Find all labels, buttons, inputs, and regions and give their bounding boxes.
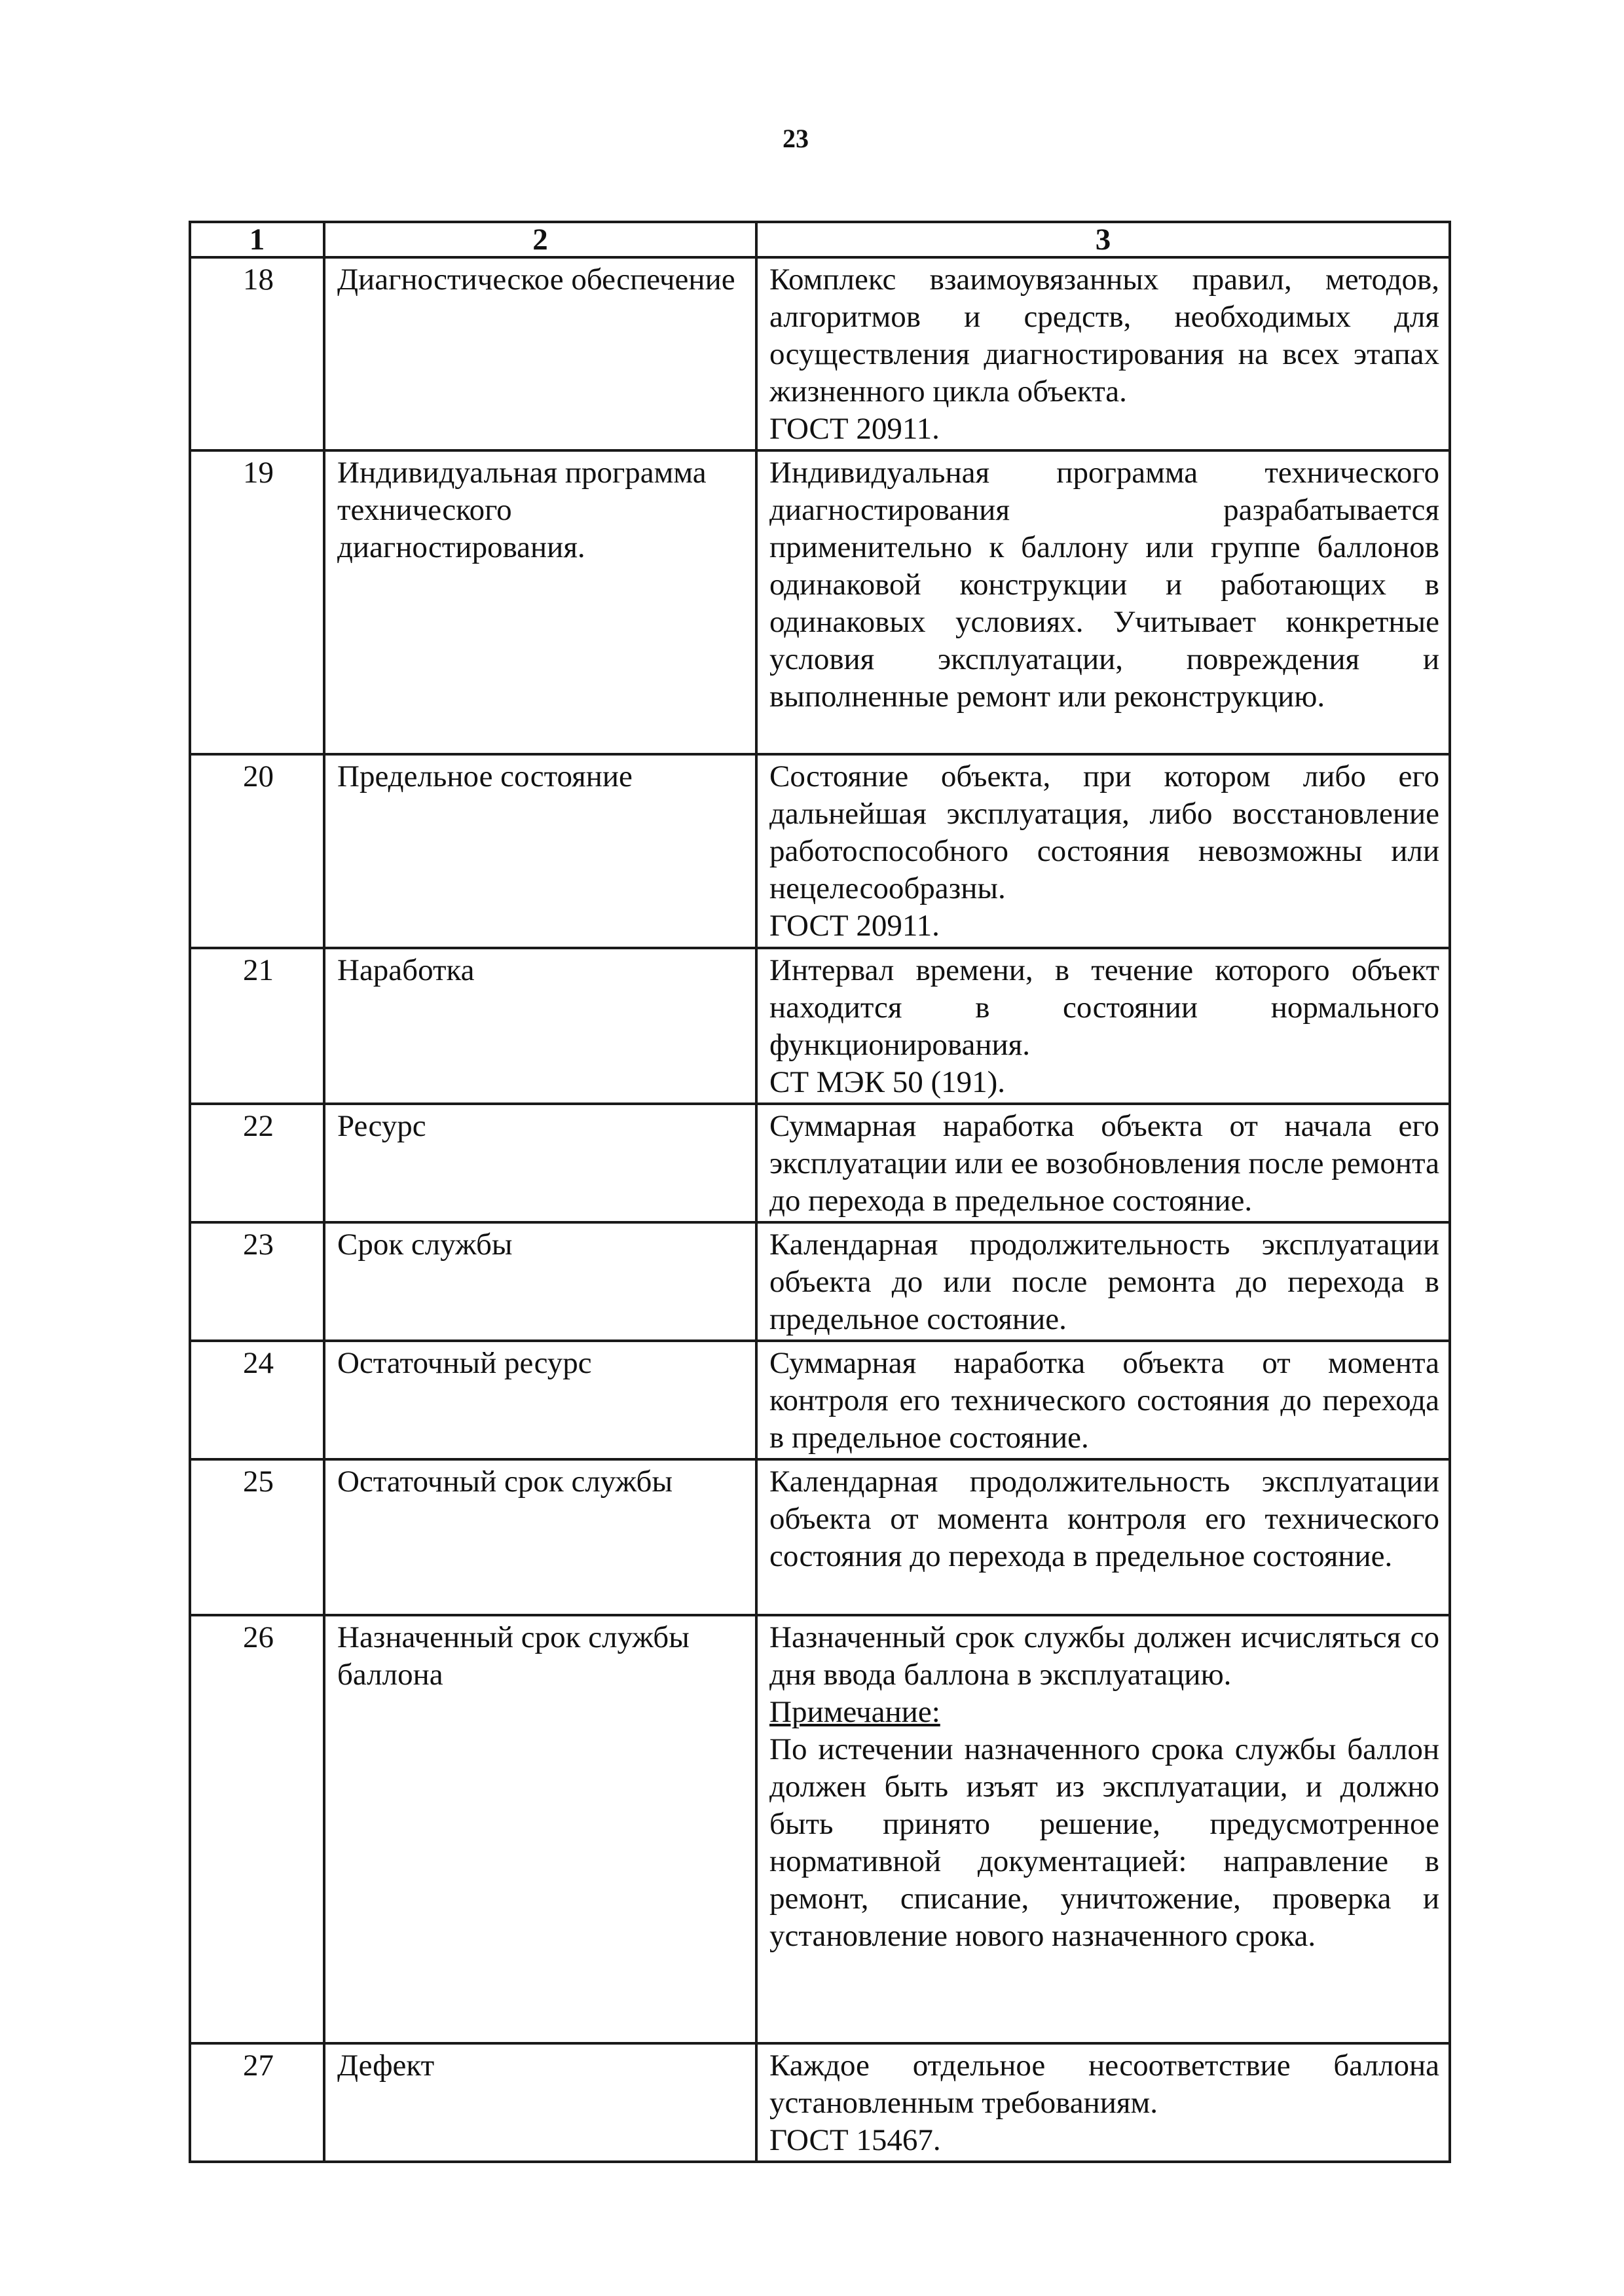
- row-definition: Комплекс взаимоувязанных правил, методов, алгоритмов и средств, необходимых для осуществления диагностирования на всех этапах жизненного цикла объекта.: [769, 263, 1439, 409]
- row-term: Срок службы: [324, 1222, 756, 1341]
- row-term: Назначенный срок службы баллона: [324, 1615, 756, 2043]
- row-definition-cell: [756, 1341, 1450, 1459]
- row-definition: Календарная продолжительность эксплуатации объекта от момента контроля его технического состояния до перехода в предельное состояние.: [769, 1465, 1439, 1573]
- row-note: По истечении назначенного срока службы баллон должен быть изъят из эксплуатации, и должно быть принято решение, предусмотренное нормативной документацией: направление в ремонт, списание, уничтожение, проверка и установление нового назначенного срока.: [769, 1732, 1439, 1953]
- row-number: 19: [190, 450, 324, 754]
- row-term: Индивидуальная программа технического диагностирования.: [324, 450, 756, 754]
- row-number: 27: [190, 2043, 324, 2162]
- row-definition: Календарная продолжительность эксплуатации объекта до или после ремонта до перехода в предельное состояние.: [769, 1228, 1439, 1336]
- table-row: [190, 754, 1450, 948]
- row-definition-cell: [756, 754, 1450, 948]
- row-number: 20: [190, 754, 324, 948]
- row-source: ГОСТ 20911.: [769, 412, 940, 446]
- row-source: ГОСТ 15467.: [769, 2123, 941, 2157]
- row-definition: Интервал времени, в течение которого объект находится в состоянии нормального функционирования.: [769, 953, 1439, 1062]
- row-term: Остаточный ресурс: [324, 1341, 756, 1459]
- row-definition-cell: [756, 948, 1450, 1104]
- row-number: 22: [190, 1104, 324, 1222]
- row-definition: Суммарная наработка объекта от начала его эксплуатации или ее возобновления после ремонта до перехода в предельное состояние.: [769, 1109, 1439, 1218]
- table-row: [190, 1341, 1450, 1459]
- row-number: 18: [190, 257, 324, 450]
- row-source: ГОСТ 20911.: [769, 909, 940, 943]
- table-row: [190, 1459, 1450, 1615]
- row-number: 26: [190, 1615, 324, 2043]
- table-row: [190, 948, 1450, 1104]
- row-number: 24: [190, 1341, 324, 1459]
- column-header-number: 1: [190, 222, 324, 257]
- row-term: Дефект: [324, 2043, 756, 2162]
- row-term: Предельное состояние: [324, 754, 756, 948]
- table-row: [190, 1615, 1450, 2043]
- row-term: Остаточный срок службы: [324, 1459, 756, 1615]
- header-row: [190, 222, 1450, 257]
- row-number: 23: [190, 1222, 324, 1341]
- row-number: 25: [190, 1459, 324, 1615]
- row-definition: Состояние объекта, при котором либо его дальнейшая эксплуатация, либо восстановление работоспособного состояния невозможны или нецелесообразны.: [769, 759, 1439, 905]
- row-definition-cell: [756, 1615, 1450, 2043]
- column-header-term: 2: [324, 222, 756, 257]
- row-term: Ресурс: [324, 1104, 756, 1222]
- table-row: [190, 257, 1450, 450]
- row-definition-cell: [756, 1459, 1450, 1615]
- table-row: [190, 450, 1450, 754]
- table-row: [190, 1104, 1450, 1222]
- row-definition: Индивидуальная программа технического диагностирования разрабатывается применительно к баллону или группе баллонов одинаковой конструкции и работающих в одинаковых условиях. Учитывает конкретные условия эксплуатации, повреждения и выполненные ремонт или реконструкцию.: [769, 456, 1439, 714]
- row-source: СТ МЭК 50 (191).: [769, 1065, 1006, 1099]
- column-header-definition: 3: [756, 222, 1450, 257]
- row-definition-cell: [756, 2043, 1450, 2162]
- row-term: Наработка: [324, 948, 756, 1104]
- row-definition-cell: [756, 450, 1450, 754]
- table-row: [190, 1222, 1450, 1341]
- row-definition-cell: [756, 1104, 1450, 1222]
- row-note-label: Примечание:: [769, 1695, 940, 1729]
- row-term: Диагностическое обеспечение: [324, 257, 756, 450]
- row-definition: Назначенный срок службы должен исчисляться со дня ввода баллона в эксплуатацию.: [769, 1620, 1439, 1692]
- row-definition-cell: [756, 257, 1450, 450]
- page-number: 23: [783, 124, 809, 153]
- terms-table: [189, 221, 1451, 2163]
- table-row: [190, 2043, 1450, 2162]
- row-definition: Каждое отдельное несоответствие баллона установленным требованиям.: [769, 2049, 1439, 2120]
- row-definition-cell: [756, 1222, 1450, 1341]
- row-definition: Суммарная наработка объекта от момента контроля его технического состояния до перехода в предельное состояние.: [769, 1346, 1439, 1455]
- row-number: 21: [190, 948, 324, 1104]
